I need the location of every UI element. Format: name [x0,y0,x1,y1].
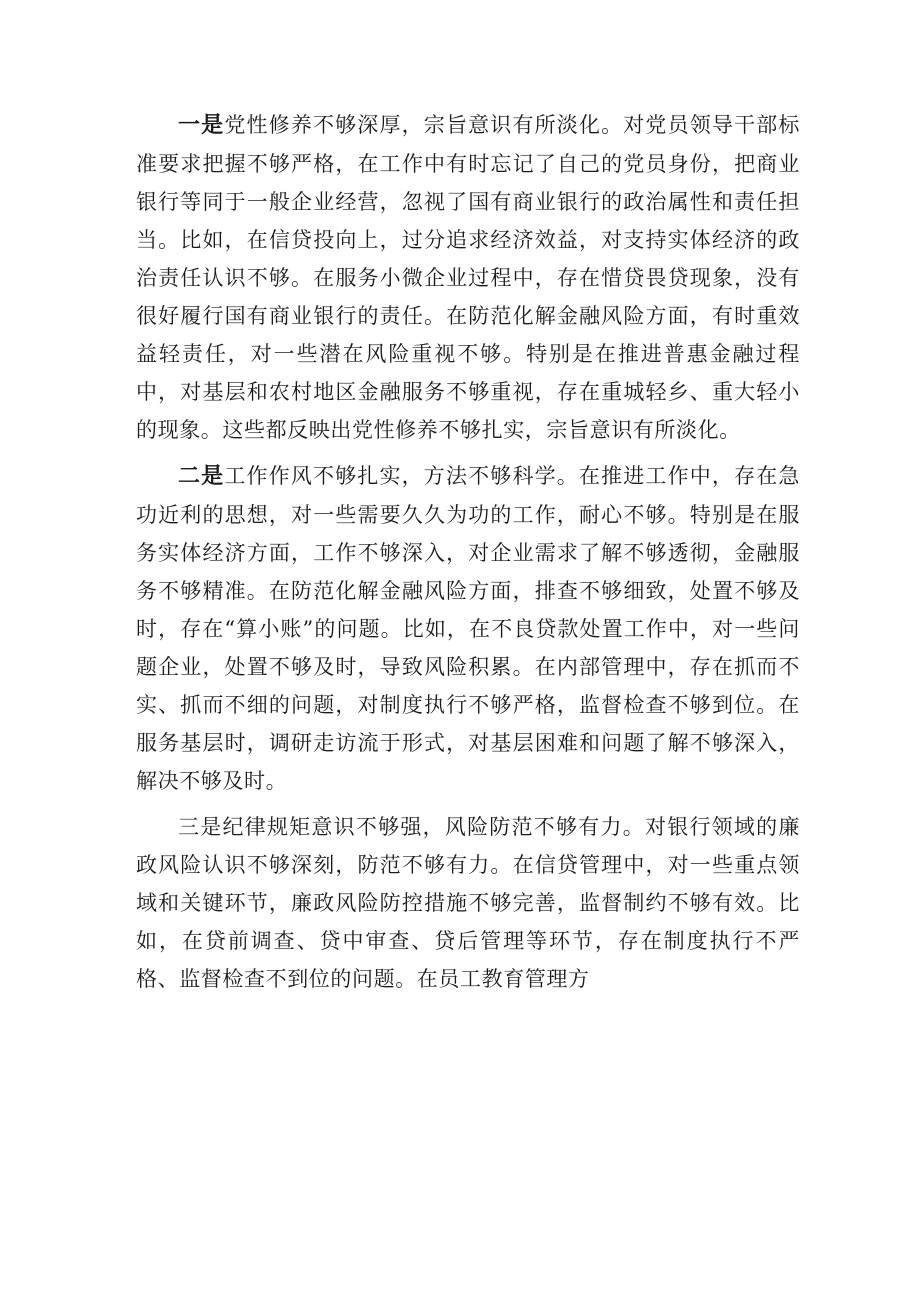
paragraph-2 [136,457,800,800]
paragraph-1 [136,106,800,449]
paragraph-1-text: 党性修养不够深厚，宗旨意识有所淡化。对党员领导干部标准要求把握不够严格，在工作中有时忘记了自己的党员身份，把商业银行等同于一般企业经营，忽视了国有商业银行的政治属性和责任担当。比如，在信贷投向上，过分追求经济效益，对支持实体经济的政治责任认识不够。在服务小微企业过程中，存在惜贷畏贷现象，没有很好履行国有商业银行的责任。在防范化解金融风险方面，有时重效益轻责任，对一些潜在风险重视不够。特别是在推进普惠金融过程中，对基层和农村地区金融服务不够重视，存在重城轻乡、重大轻小的现象。这些都反映出党性修养不够扎实，宗旨意识有所淡化。 [136,113,800,442]
paragraph-2-text: 工作作风不够扎实，方法不够科学。在推进工作中，存在急功近利的思想，对一些需要久久为功的工作，耐心不够。特别是在服务实体经济方面，工作不够深入，对企业需求了解不够透彻，金融服务不够精准。在防范化解金融风险方面，排查不够细致，处置不够及时，存在“算小账”的问题。比如，在不良贷款处置工作中，对一些问题企业，处置不够及时，导致风险积累。在内部管理中，存在抓而不实、抓而不细的问题，对制度执行不够严格，监督检查不够到位。在服务基层时，调研走访流于形式，对基层困难和问题了解不够深入，解决不够及时。 [136,464,800,793]
document-body [136,106,800,1006]
paragraph-3-text: 三是纪律规矩意识不够强，风险防范不够有力。对银行领域的廉政风险认识不够深刻，防范不够有力。在信贷管理中，对一些重点领域和关键环节，廉政风险防控措施不够完善，监督制约不够有效。比如，在贷前调查、贷中审查、贷后管理等环节，存在制度执行不严格、监督检查不到位的问题。在员工教育管理方 [136,815,800,991]
paragraph-3 [136,808,800,998]
paragraph-1-lead: 一是 [178,113,225,138]
paragraph-2-lead: 二是 [178,464,225,489]
